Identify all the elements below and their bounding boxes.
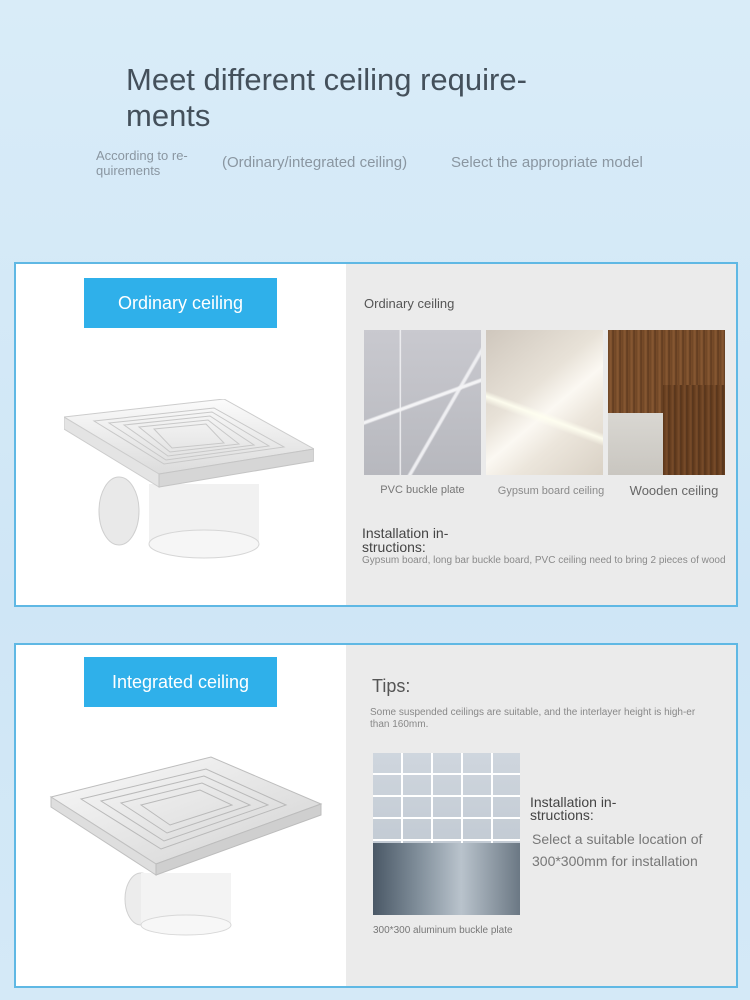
pvc-buckle-plate-image [364,330,481,475]
wooden-caption: Wooden ceiling [629,483,719,498]
subtitle-requirements: According to re- quirements [96,148,188,178]
install-title: Installation in- structions: [362,525,449,555]
aluminum-buckle-plate-image [373,753,520,915]
ordinary-ceiling-card [14,262,738,607]
subtitle-select-model: Select the appropriate model [451,154,643,171]
subtitle-ceiling-types: (Ordinary/integrated ceiling) [222,154,408,171]
ceiling-fan-image [64,399,314,559]
gypsum-caption: Gypsum board ceiling [497,485,605,497]
ordinary-ceiling-tag: Ordinary ceiling [84,278,277,328]
install-text: Gypsum board, long bar buckle board, PVC ceiling need to bring 2 pieces of wood [362,555,726,566]
pvc-caption: PVC buckle plate [380,484,465,496]
integrated-fan-image [46,749,326,939]
aluminum-caption: 300*300 aluminum buckle plate [373,925,513,936]
page-title: Meet different ceiling require- ments [126,62,527,133]
tips-text: Some suspended ceilings are suitable, and the interlayer height is high-er than 160mm. [370,707,696,730]
section-label: Ordinary ceiling [364,296,455,311]
integrated-ceiling-tag: Integrated ceiling [84,657,277,707]
wooden-ceiling-image [608,330,725,475]
tips-title: Tips: [372,676,411,696]
ordinary-ceiling-details [346,264,736,605]
integrated-ceiling-card [14,643,738,988]
integrated-install-text: Select a suitable location of 300*300mm for installation [532,831,703,869]
integrated-install-title: Installation in- structions: [530,794,617,823]
gypsum-board-image [486,330,603,475]
integrated-ceiling-details [346,645,736,986]
